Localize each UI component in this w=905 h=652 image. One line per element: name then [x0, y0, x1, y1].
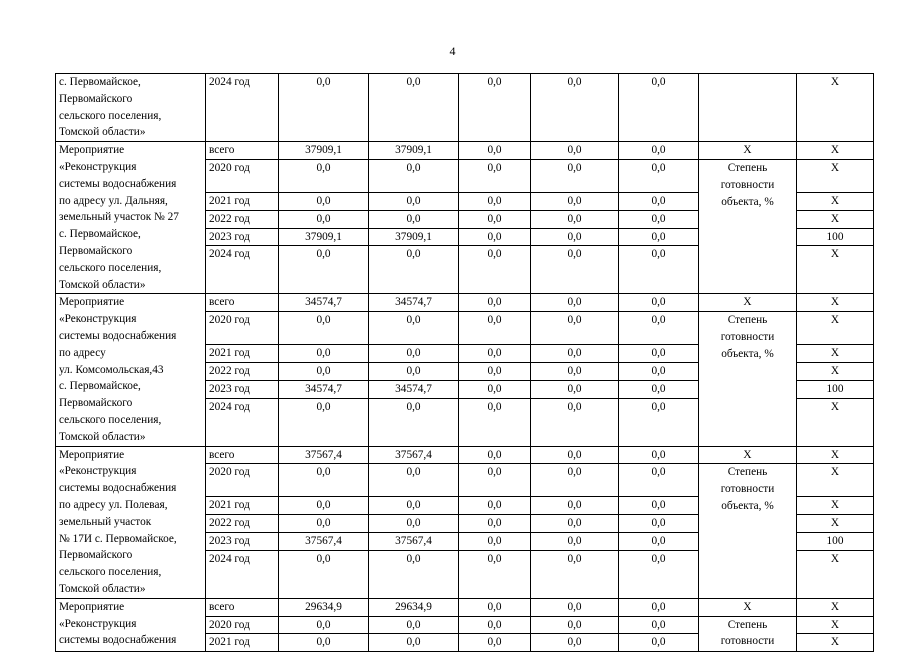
amount-cell: 34574,7: [369, 380, 459, 398]
indicator-value-cell: X: [797, 210, 874, 228]
amount-cell: 0,0: [531, 345, 619, 363]
amount-cell: 0,0: [531, 634, 619, 652]
amount-cell: 0,0: [619, 192, 699, 210]
text-line: Первомайского: [59, 244, 133, 257]
amount-cell: 34574,7: [279, 294, 369, 312]
amount-cell: 0,0: [369, 497, 459, 515]
indicator-value-cell: X: [797, 515, 874, 533]
text-line: «Реконструкция: [59, 313, 137, 326]
measure-name-cell: [56, 446, 206, 598]
amount-cell: 0,0: [459, 246, 531, 294]
amount-cell: 0,0: [531, 159, 619, 192]
amount-cell: 0,0: [279, 74, 369, 142]
text-line: системы водоснабжения: [59, 634, 177, 647]
period-cell: 2024 год: [206, 246, 279, 294]
indicator-value-cell: X: [797, 362, 874, 380]
amount-cell: 0,0: [369, 362, 459, 380]
period-cell: всего: [206, 598, 279, 616]
text-line: Томской области»: [59, 430, 146, 443]
amount-cell: 0,0: [369, 74, 459, 142]
indicator-name-cell: [699, 159, 797, 293]
amount-cell: 0,0: [619, 74, 699, 142]
indicator-value-cell: X: [797, 616, 874, 634]
text-line: Степень: [727, 618, 768, 631]
text-line: Степень: [727, 161, 768, 174]
indicator-value-cell: X: [797, 74, 874, 142]
indicator-value-cell: X: [797, 550, 874, 598]
text-line: объекта, %: [721, 347, 774, 360]
amount-cell: 0,0: [369, 192, 459, 210]
amount-cell: 0,0: [279, 210, 369, 228]
amount-cell: 0,0: [459, 380, 531, 398]
text-line: объекта, %: [721, 195, 774, 208]
amount-cell: 0,0: [459, 550, 531, 598]
amount-cell: 0,0: [279, 497, 369, 515]
measure-name-cell: [56, 142, 206, 294]
amount-cell: 0,0: [619, 446, 699, 464]
indicator-value-cell: 100: [797, 532, 874, 550]
period-cell: 2021 год: [206, 497, 279, 515]
amount-cell: 0,0: [459, 312, 531, 345]
amount-cell: 0,0: [369, 634, 459, 652]
text-line: «Реконструкция: [59, 160, 137, 173]
text-line: готовности: [720, 635, 775, 648]
amount-cell: 0,0: [531, 446, 619, 464]
period-cell: 2022 год: [206, 210, 279, 228]
text-line: готовности: [720, 330, 775, 343]
amount-cell: 0,0: [459, 598, 531, 616]
text-line: с. Первомайское,: [59, 380, 141, 393]
text-line: Первомайского: [59, 397, 133, 410]
amount-cell: 34574,7: [279, 380, 369, 398]
period-cell: 2020 год: [206, 464, 279, 497]
text-line: сельского поселения,: [59, 261, 162, 274]
amount-cell: 0,0: [619, 634, 699, 652]
period-cell: 2022 год: [206, 515, 279, 533]
amount-cell: 0,0: [619, 312, 699, 345]
indicator-cell: [699, 74, 797, 142]
period-cell: 2024 год: [206, 550, 279, 598]
amount-cell: 0,0: [619, 550, 699, 598]
period-cell: всего: [206, 294, 279, 312]
text-line: системы водоснабжения: [59, 329, 177, 342]
indicator-value-cell: X: [797, 312, 874, 345]
amount-cell: 0,0: [531, 246, 619, 294]
amount-cell: 0,0: [459, 616, 531, 634]
amount-cell: 0,0: [531, 550, 619, 598]
amount-cell: 0,0: [619, 210, 699, 228]
amount-cell: 0,0: [619, 616, 699, 634]
period-cell: 2020 год: [206, 159, 279, 192]
indicator-cell: X: [699, 446, 797, 464]
indicator-value-cell: X: [797, 598, 874, 616]
amount-cell: 0,0: [619, 362, 699, 380]
amount-cell: 0,0: [279, 550, 369, 598]
amount-cell: 0,0: [459, 532, 531, 550]
amount-cell: 0,0: [369, 312, 459, 345]
table-row: [56, 446, 874, 464]
amount-cell: 0,0: [459, 74, 531, 142]
text-line: готовности: [720, 178, 775, 191]
amount-cell: 0,0: [279, 159, 369, 192]
amount-cell: 0,0: [531, 294, 619, 312]
indicator-value-cell: X: [797, 142, 874, 160]
amount-cell: 0,0: [279, 312, 369, 345]
amount-cell: 0,0: [619, 246, 699, 294]
amount-cell: 0,0: [619, 497, 699, 515]
text-line: «Реконструкция: [59, 465, 137, 478]
amount-cell: 0,0: [369, 464, 459, 497]
amount-cell: 0,0: [619, 159, 699, 192]
period-cell: 2020 год: [206, 312, 279, 345]
amount-cell: 0,0: [459, 634, 531, 652]
table-row: [56, 142, 874, 160]
text-line: Мероприятие: [59, 144, 125, 157]
text-line: Первомайского: [59, 92, 133, 105]
text-line: с. Первомайское,: [59, 76, 141, 88]
period-cell: 2021 год: [206, 192, 279, 210]
amount-cell: 0,0: [531, 532, 619, 550]
text-line: по адресу: [59, 346, 106, 359]
amount-cell: 0,0: [619, 515, 699, 533]
indicator-cell: X: [699, 598, 797, 616]
amount-cell: 37909,1: [369, 228, 459, 246]
amount-cell: 0,0: [459, 345, 531, 363]
amount-cell: 0,0: [459, 159, 531, 192]
amount-cell: 0,0: [279, 192, 369, 210]
amount-cell: 0,0: [279, 362, 369, 380]
text-line: Первомайского: [59, 549, 133, 562]
amount-cell: 0,0: [619, 142, 699, 160]
text-line: «Реконструкция: [59, 617, 137, 630]
amount-cell: 0,0: [531, 380, 619, 398]
amount-cell: 0,0: [531, 142, 619, 160]
text-line: Томской области»: [59, 582, 146, 595]
indicator-value-cell: 100: [797, 380, 874, 398]
period-cell: 2024 год: [206, 398, 279, 446]
amount-cell: 0,0: [619, 380, 699, 398]
indicator-value-cell: X: [797, 345, 874, 363]
indicator-value-cell: X: [797, 497, 874, 515]
text-line: объекта, %: [721, 499, 774, 512]
amount-cell: 0,0: [279, 345, 369, 363]
amount-cell: 37567,4: [279, 446, 369, 464]
indicator-value-cell: X: [797, 294, 874, 312]
text-line: ул. Комсомольская,43: [59, 363, 164, 376]
text-line: земельный участок: [59, 515, 152, 528]
period-cell: 2021 год: [206, 634, 279, 652]
amount-cell: 0,0: [459, 515, 531, 533]
period-cell: 2023 год: [206, 228, 279, 246]
text-line: Степень: [727, 314, 768, 327]
text-line: Степень: [727, 466, 768, 479]
text-line: Мероприятие: [59, 296, 125, 309]
text-line: по адресу ул. Полевая,: [59, 498, 168, 511]
table-row: [56, 294, 874, 312]
text-line: Томской области»: [59, 278, 146, 291]
amount-cell: 0,0: [459, 497, 531, 515]
program-table: [55, 73, 874, 652]
amount-cell: 0,0: [531, 362, 619, 380]
amount-cell: 0,0: [279, 398, 369, 446]
measure-name-cell: [56, 74, 206, 142]
indicator-name-cell: [699, 464, 797, 598]
amount-cell: 0,0: [369, 159, 459, 192]
amount-cell: 37567,4: [369, 532, 459, 550]
amount-cell: 0,0: [459, 210, 531, 228]
period-cell: всего: [206, 142, 279, 160]
amount-cell: 37567,4: [279, 532, 369, 550]
amount-cell: 0,0: [369, 616, 459, 634]
indicator-value-cell: X: [797, 159, 874, 192]
text-line: сельского поселения,: [59, 413, 162, 426]
measure-name-cell: [56, 598, 206, 651]
amount-cell: 0,0: [369, 246, 459, 294]
text-line: с. Первомайское,: [59, 228, 141, 241]
amount-cell: 0,0: [369, 550, 459, 598]
amount-cell: 0,0: [531, 74, 619, 142]
indicator-value-cell: X: [797, 246, 874, 294]
text-line: Мероприятие: [59, 600, 125, 613]
amount-cell: 0,0: [279, 616, 369, 634]
amount-cell: 0,0: [459, 228, 531, 246]
indicator-name-cell: [699, 616, 797, 652]
amount-cell: 0,0: [369, 515, 459, 533]
table-row: [56, 598, 874, 616]
amount-cell: 37909,1: [279, 142, 369, 160]
amount-cell: 0,0: [619, 398, 699, 446]
amount-cell: 0,0: [531, 228, 619, 246]
indicator-value-cell: X: [797, 634, 874, 652]
text-line: системы водоснабжения: [59, 177, 177, 190]
amount-cell: 37567,4: [369, 446, 459, 464]
amount-cell: 0,0: [531, 192, 619, 210]
amount-cell: 0,0: [279, 634, 369, 652]
amount-cell: 0,0: [531, 464, 619, 497]
amount-cell: 0,0: [531, 598, 619, 616]
amount-cell: 0,0: [459, 446, 531, 464]
indicator-value-cell: X: [797, 464, 874, 497]
indicator-value-cell: X: [797, 398, 874, 446]
page-number: 4: [449, 44, 456, 58]
amount-cell: 0,0: [279, 515, 369, 533]
indicator-value-cell: 100: [797, 228, 874, 246]
text-line: готовности: [720, 483, 775, 496]
amount-cell: 0,0: [459, 294, 531, 312]
amount-cell: 0,0: [459, 192, 531, 210]
measure-name-cell: [56, 294, 206, 446]
period-cell: 2020 год: [206, 616, 279, 634]
indicator-name-cell: [699, 312, 797, 446]
period-cell: 2023 год: [206, 532, 279, 550]
text-line: сельского поселения,: [59, 566, 162, 579]
indicator-cell: X: [699, 294, 797, 312]
amount-cell: 0,0: [619, 532, 699, 550]
amount-cell: 0,0: [531, 398, 619, 446]
indicator-value-cell: X: [797, 192, 874, 210]
amount-cell: 0,0: [369, 210, 459, 228]
period-cell: 2024 год: [206, 74, 279, 142]
text-line: Томской области»: [59, 126, 146, 139]
amount-cell: 0,0: [459, 362, 531, 380]
amount-cell: 0,0: [369, 345, 459, 363]
amount-cell: 0,0: [531, 497, 619, 515]
amount-cell: 0,0: [619, 228, 699, 246]
amount-cell: 37909,1: [369, 142, 459, 160]
period-cell: 2023 год: [206, 380, 279, 398]
amount-cell: 0,0: [279, 246, 369, 294]
indicator-cell: X: [699, 142, 797, 160]
period-cell: всего: [206, 446, 279, 464]
amount-cell: 0,0: [279, 464, 369, 497]
amount-cell: 0,0: [619, 294, 699, 312]
text-line: сельского поселения,: [59, 109, 162, 122]
indicator-value-cell: X: [797, 446, 874, 464]
amount-cell: 0,0: [369, 398, 459, 446]
amount-cell: 0,0: [531, 312, 619, 345]
amount-cell: 0,0: [459, 142, 531, 160]
amount-cell: 0,0: [459, 464, 531, 497]
amount-cell: 29634,9: [369, 598, 459, 616]
amount-cell: 0,0: [459, 398, 531, 446]
amount-cell: 0,0: [531, 210, 619, 228]
period-cell: 2022 год: [206, 362, 279, 380]
amount-cell: 29634,9: [279, 598, 369, 616]
text-line: системы водоснабжения: [59, 482, 177, 495]
table-row: [56, 74, 874, 142]
amount-cell: 0,0: [619, 345, 699, 363]
amount-cell: 34574,7: [369, 294, 459, 312]
text-line: № 17И с. Первомайское,: [59, 532, 177, 545]
text-line: земельный участок № 27: [59, 211, 179, 224]
amount-cell: 37909,1: [279, 228, 369, 246]
period-cell: 2021 год: [206, 345, 279, 363]
amount-cell: 0,0: [531, 515, 619, 533]
text-line: по адресу ул. Дальняя,: [59, 194, 168, 207]
amount-cell: 0,0: [619, 598, 699, 616]
text-line: Мероприятие: [59, 448, 125, 461]
amount-cell: 0,0: [531, 616, 619, 634]
amount-cell: 0,0: [619, 464, 699, 497]
